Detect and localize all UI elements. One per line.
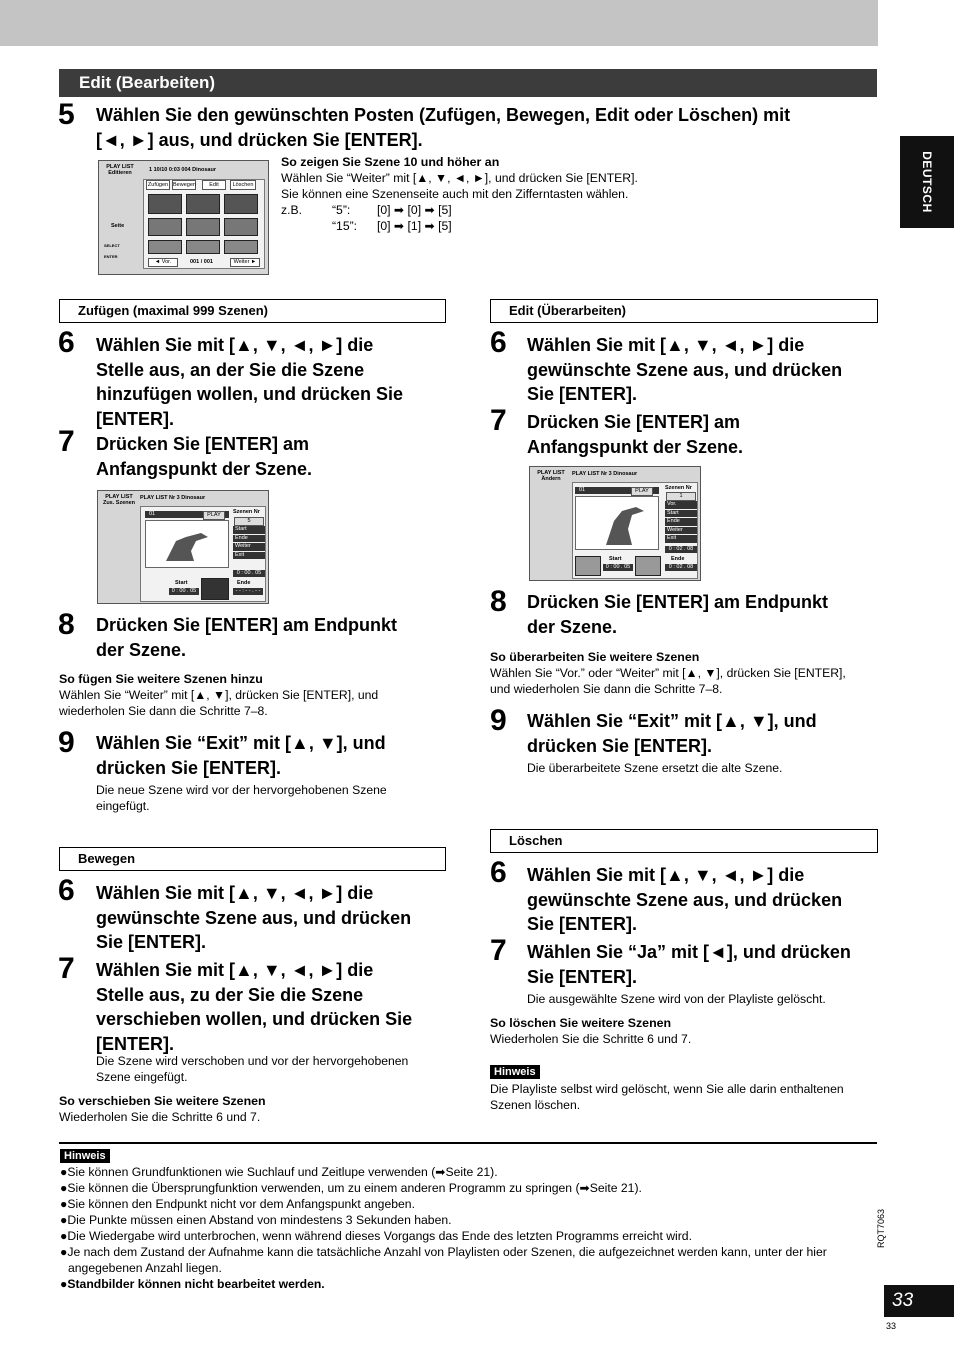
example-value: [0] ➡ [1] ➡ [5]	[377, 219, 452, 233]
step-number: 9	[490, 704, 507, 737]
edit-step9-note: Die überarbeitete Szene ersetzt die alte Szene.	[527, 761, 783, 775]
loeschen-step7: Wählen Sie “Ja” mit [◄], und drücken Sie [ENTER].	[527, 942, 851, 987]
zufuegen-step7: Drücken Sie [ENTER] am Anfangspunkt der Szene.	[96, 434, 313, 479]
loeschen-step7-note: Die ausgewählte Szene wird von der Playliste gelöscht.	[527, 992, 826, 1006]
zufuegen-step8: Drücken Sie [ENTER] am Endpunkt der Szene.	[96, 615, 398, 660]
list-item: ●Je nach dem Zustand der Aufnahme kann die tatsächliche Anzahl von Playlisten oder Szenen, die aufgezeichnet werden kann, unter der hier angegebenen Anzahl liegen.	[60, 1245, 827, 1275]
edit-step8: Drücken Sie [ENTER] am Endpunkt der Szene.	[527, 592, 829, 637]
step-number: 7	[490, 404, 507, 437]
zufuegen-step6: Wählen Sie mit [▲, ▼, ◄, ►] die Stelle aus, an der Sie die Szene hinzufügen wollen, und drücken Sie [ENTER].	[96, 335, 404, 429]
screen-header: 1 10/10 0:03 004 Dinosaur	[149, 167, 216, 173]
step-number: 8	[490, 585, 507, 618]
bewegen-more-line: Wiederholen Sie die Schritte 6 und 7.	[59, 1110, 261, 1124]
select-label: SELECT	[104, 243, 120, 248]
start-time: 0 : 00 . 05	[603, 564, 633, 571]
loeschen-hinweis-line: Szenen löschen.	[490, 1098, 581, 1112]
screen-aendern	[529, 466, 701, 581]
loeschen-hinweis-line: Die Playliste selbst wird gelöscht, wenn Sie alle darin enthaltenen	[490, 1082, 844, 1096]
tab-edit: Edit	[202, 180, 226, 190]
bewegen-header: Bewegen	[59, 847, 446, 871]
time-readout: 0 : 02 . 08	[665, 546, 697, 553]
step-number: 9	[58, 726, 75, 759]
scene-thumbnail	[148, 194, 182, 214]
ende-label: Ende	[237, 580, 251, 586]
zufuegen-more-line: Wählen Sie “Weiter” mit [▲, ▼], drücken Sie [ENTER], und	[59, 688, 379, 702]
bewegen-step6: Wählen Sie mit [▲, ▼, ◄, ►] die gewünschte Szene aus, und drücken Sie [ENTER].	[96, 883, 412, 952]
scene-thumbnail	[186, 194, 220, 214]
video-preview	[575, 496, 659, 550]
screen-header: PLAY LIST Nr 3 Dinosaur	[140, 495, 206, 501]
preview-pane	[572, 482, 698, 579]
play-indicator: PLAY	[203, 511, 225, 520]
step-number: 8	[58, 608, 75, 641]
edit-more-line: und wiederholen Sie dann die Schritte 7–8.	[490, 682, 723, 696]
step5-note-line: Wählen Sie “Weiter” mit [▲, ▼, ◄, ►], und drücken Sie [ENTER].	[281, 171, 638, 185]
thumbnail-pane	[143, 179, 265, 269]
menu-start: Start	[233, 526, 265, 534]
screen-zus-szenen	[97, 490, 269, 604]
video-preview	[145, 520, 229, 568]
scene-thumbnail	[148, 218, 182, 236]
end-thumbnail	[635, 556, 661, 576]
scene-nr-value: 1	[666, 492, 696, 501]
page-number: 33	[884, 1285, 954, 1317]
section-title: Edit (Bearbeiten)	[59, 69, 877, 97]
menu-weiter: Weiter	[665, 527, 697, 535]
scene-thumbnail	[148, 240, 182, 254]
menu-ende: Ende	[665, 518, 697, 526]
bewegen-step7-note: Szene eingefügt.	[96, 1070, 188, 1084]
scene-number: 01	[575, 487, 659, 494]
zufuegen-step9: Wählen Sie “Exit” mit [▲, ▼], und drücken Sie [ENTER].	[96, 733, 386, 778]
scene-number: 01	[145, 511, 229, 518]
screen-editieren	[98, 160, 269, 275]
loeschen-step6: Wählen Sie mit [▲, ▼, ◄, ►] die gewünschte Szene aus, und drücken Sie [ENTER].	[527, 865, 843, 934]
hinweis-badge: Hinweis	[60, 1149, 110, 1163]
preview-pane	[140, 506, 266, 602]
start-label: Start	[609, 556, 622, 562]
tab-bewegen: Bewegen	[173, 182, 196, 188]
time-readout: 0 : 00 . 05	[233, 570, 265, 577]
ende-time: 0 : 02 . 08	[665, 564, 697, 571]
edit-header: Edit (Überarbeiten)	[490, 299, 878, 323]
tab-loeschen: Löschen	[230, 180, 256, 190]
step5-note-head: So zeigen Sie Szene 10 und höher an	[281, 155, 500, 169]
edit-step9: Wählen Sie “Exit” mit [▲, ▼], und drücken Sie [ENTER].	[527, 711, 817, 756]
menu-exit: Exit	[233, 552, 265, 560]
next-button: Weiter ►	[230, 258, 260, 267]
page-label: Seite	[111, 223, 125, 229]
edit-more-head: So überarbeiten Sie weitere Szenen	[490, 650, 700, 664]
menu-vor: Vor.	[665, 501, 697, 509]
example-key: “5”:	[332, 203, 351, 217]
scene-thumbnail	[224, 240, 258, 254]
list-item: ●Sie können den Endpunkt nicht vor dem Anfangspunkt angeben.	[60, 1197, 415, 1211]
start-time: 0 : 00 . 05	[169, 588, 199, 595]
zufuegen-step9-note: eingefügt.	[96, 799, 150, 813]
screen-side-title: PLAY LIST Zus. Szenen	[102, 494, 136, 506]
menu-ende: Ende	[233, 535, 265, 543]
menu-exit: Exit	[665, 535, 697, 543]
step-number: 6	[490, 856, 507, 889]
scene-thumbnail	[186, 218, 220, 236]
list-item: ●Die Wiedergabe wird unterbrochen, wenn während dieses Vorgangs das Ende des letzten Programms erreicht wird.	[60, 1229, 692, 1243]
scene-nr-label: Szenen Nr	[233, 509, 260, 515]
scene-nr-value: 5	[234, 517, 264, 526]
zufuegen-step9-note: Die neue Szene wird vor der hervorgehobenen Szene	[96, 783, 387, 797]
dinosaur-icon	[146, 521, 230, 569]
step-number: 6	[58, 326, 75, 359]
step-number: 7	[490, 934, 507, 967]
start-thumbnail	[575, 556, 601, 576]
menu-start: Start	[665, 510, 697, 518]
step-number: 5	[58, 98, 75, 131]
ende-time: - - : - - . - -	[233, 588, 263, 595]
loeschen-more-head: So löschen Sie weitere Szenen	[490, 1016, 672, 1030]
tab-zufuegen: Zufügen	[147, 182, 169, 188]
list-item: ●Sie können die Übersprungfunktion verwenden, um zu einem anderen Programm zu springen (➡Seite 21).	[60, 1181, 642, 1195]
list-item: ●Die Punkte müssen einen Abstand von mindestens 3 Sekunden haben.	[60, 1213, 452, 1227]
edit-step7: Drücken Sie [ENTER] am Anfangspunkt der Szene.	[527, 412, 744, 457]
play-indicator: PLAY	[631, 487, 653, 496]
scene-menu	[665, 501, 697, 544]
menu-weiter: Weiter	[233, 543, 265, 551]
page-number-small: 33	[886, 1321, 897, 1331]
language-tab	[900, 136, 954, 228]
dinosaur-icon	[576, 497, 660, 551]
example-key: “15”:	[332, 219, 358, 233]
end-thumbnail	[201, 578, 229, 600]
zufuegen-more-line: wiederholen Sie dann die Schritte 7–8.	[59, 704, 268, 718]
hinweis-list	[60, 1164, 875, 1292]
scene-thumbnail	[186, 240, 220, 254]
screen-header: PLAY LIST Nr 3 Dinosaur	[572, 471, 638, 477]
language-label: DEUTSCH	[920, 151, 934, 213]
step-number: 6	[58, 874, 75, 907]
enter-label: ENTER	[104, 254, 118, 259]
edit-more-line: Wählen Sie “Vor.” oder “Weiter” mit [▲, ▼], drücken Sie [ENTER],	[490, 666, 846, 680]
ende-label: Ende	[671, 556, 685, 562]
divider	[59, 1142, 877, 1144]
zufuegen-header: Zufügen (maximal 999 Szenen)	[59, 299, 446, 323]
bewegen-step7: Wählen Sie mit [▲, ▼, ◄, ►] die Stelle aus, zu der Sie die Szene verschieben wollen, und drücken Sie [ENTER].	[96, 960, 413, 1054]
scene-thumbnail	[224, 218, 258, 236]
list-item: ●Standbilder können nicht bearbeitet werden.	[60, 1277, 325, 1291]
bewegen-more-head: So verschieben Sie weitere Szenen	[59, 1094, 266, 1108]
scene-menu	[233, 526, 265, 560]
step5-title: Wählen Sie den gewünschten Posten (Zufügen, Bewegen, Edit oder Löschen) mit [◄, ►] aus, und drücken Sie [ENTER].	[96, 105, 791, 150]
step-number: 6	[490, 326, 507, 359]
scene-thumbnail	[224, 194, 258, 214]
example-value: [0] ➡ [0] ➡ [5]	[377, 203, 452, 217]
step-number: 7	[58, 952, 75, 985]
zufuegen-more-head: So fügen Sie weitere Szenen hinzu	[59, 672, 263, 686]
step5-note-line: Sie können eine Szenenseite auch mit den Zifferntasten wählen.	[281, 187, 629, 201]
doc-code: RQT7063	[876, 1208, 886, 1248]
example-label: z.B.	[281, 203, 302, 217]
list-item: ●Sie können Grundfunktionen wie Suchlauf und Zeitlupe verwenden (➡Seite 21).	[60, 1165, 498, 1179]
loeschen-more-line: Wiederholen Sie die Schritte 6 und 7.	[490, 1032, 692, 1046]
loeschen-header: Löschen	[490, 829, 878, 853]
prev-button: ◄ Vor.	[148, 258, 178, 267]
screen-side-title: PLAY LIST Ändern	[537, 470, 565, 482]
step-number: 7	[58, 425, 75, 458]
bewegen-step7-note: Die Szene wird verschoben und vor der hervorgehobenen	[96, 1054, 409, 1068]
top-gray-bar	[0, 0, 878, 46]
start-label: Start	[175, 580, 188, 586]
screen-side-title: PLAY LIST Editieren	[106, 164, 134, 176]
hinweis-badge: Hinweis	[490, 1065, 540, 1079]
page-counter: 001 / 001	[190, 259, 213, 265]
scene-nr-label: Szenen Nr	[665, 485, 692, 491]
edit-step6: Wählen Sie mit [▲, ▼, ◄, ►] die gewünschte Szene aus, und drücken Sie [ENTER].	[527, 335, 843, 404]
